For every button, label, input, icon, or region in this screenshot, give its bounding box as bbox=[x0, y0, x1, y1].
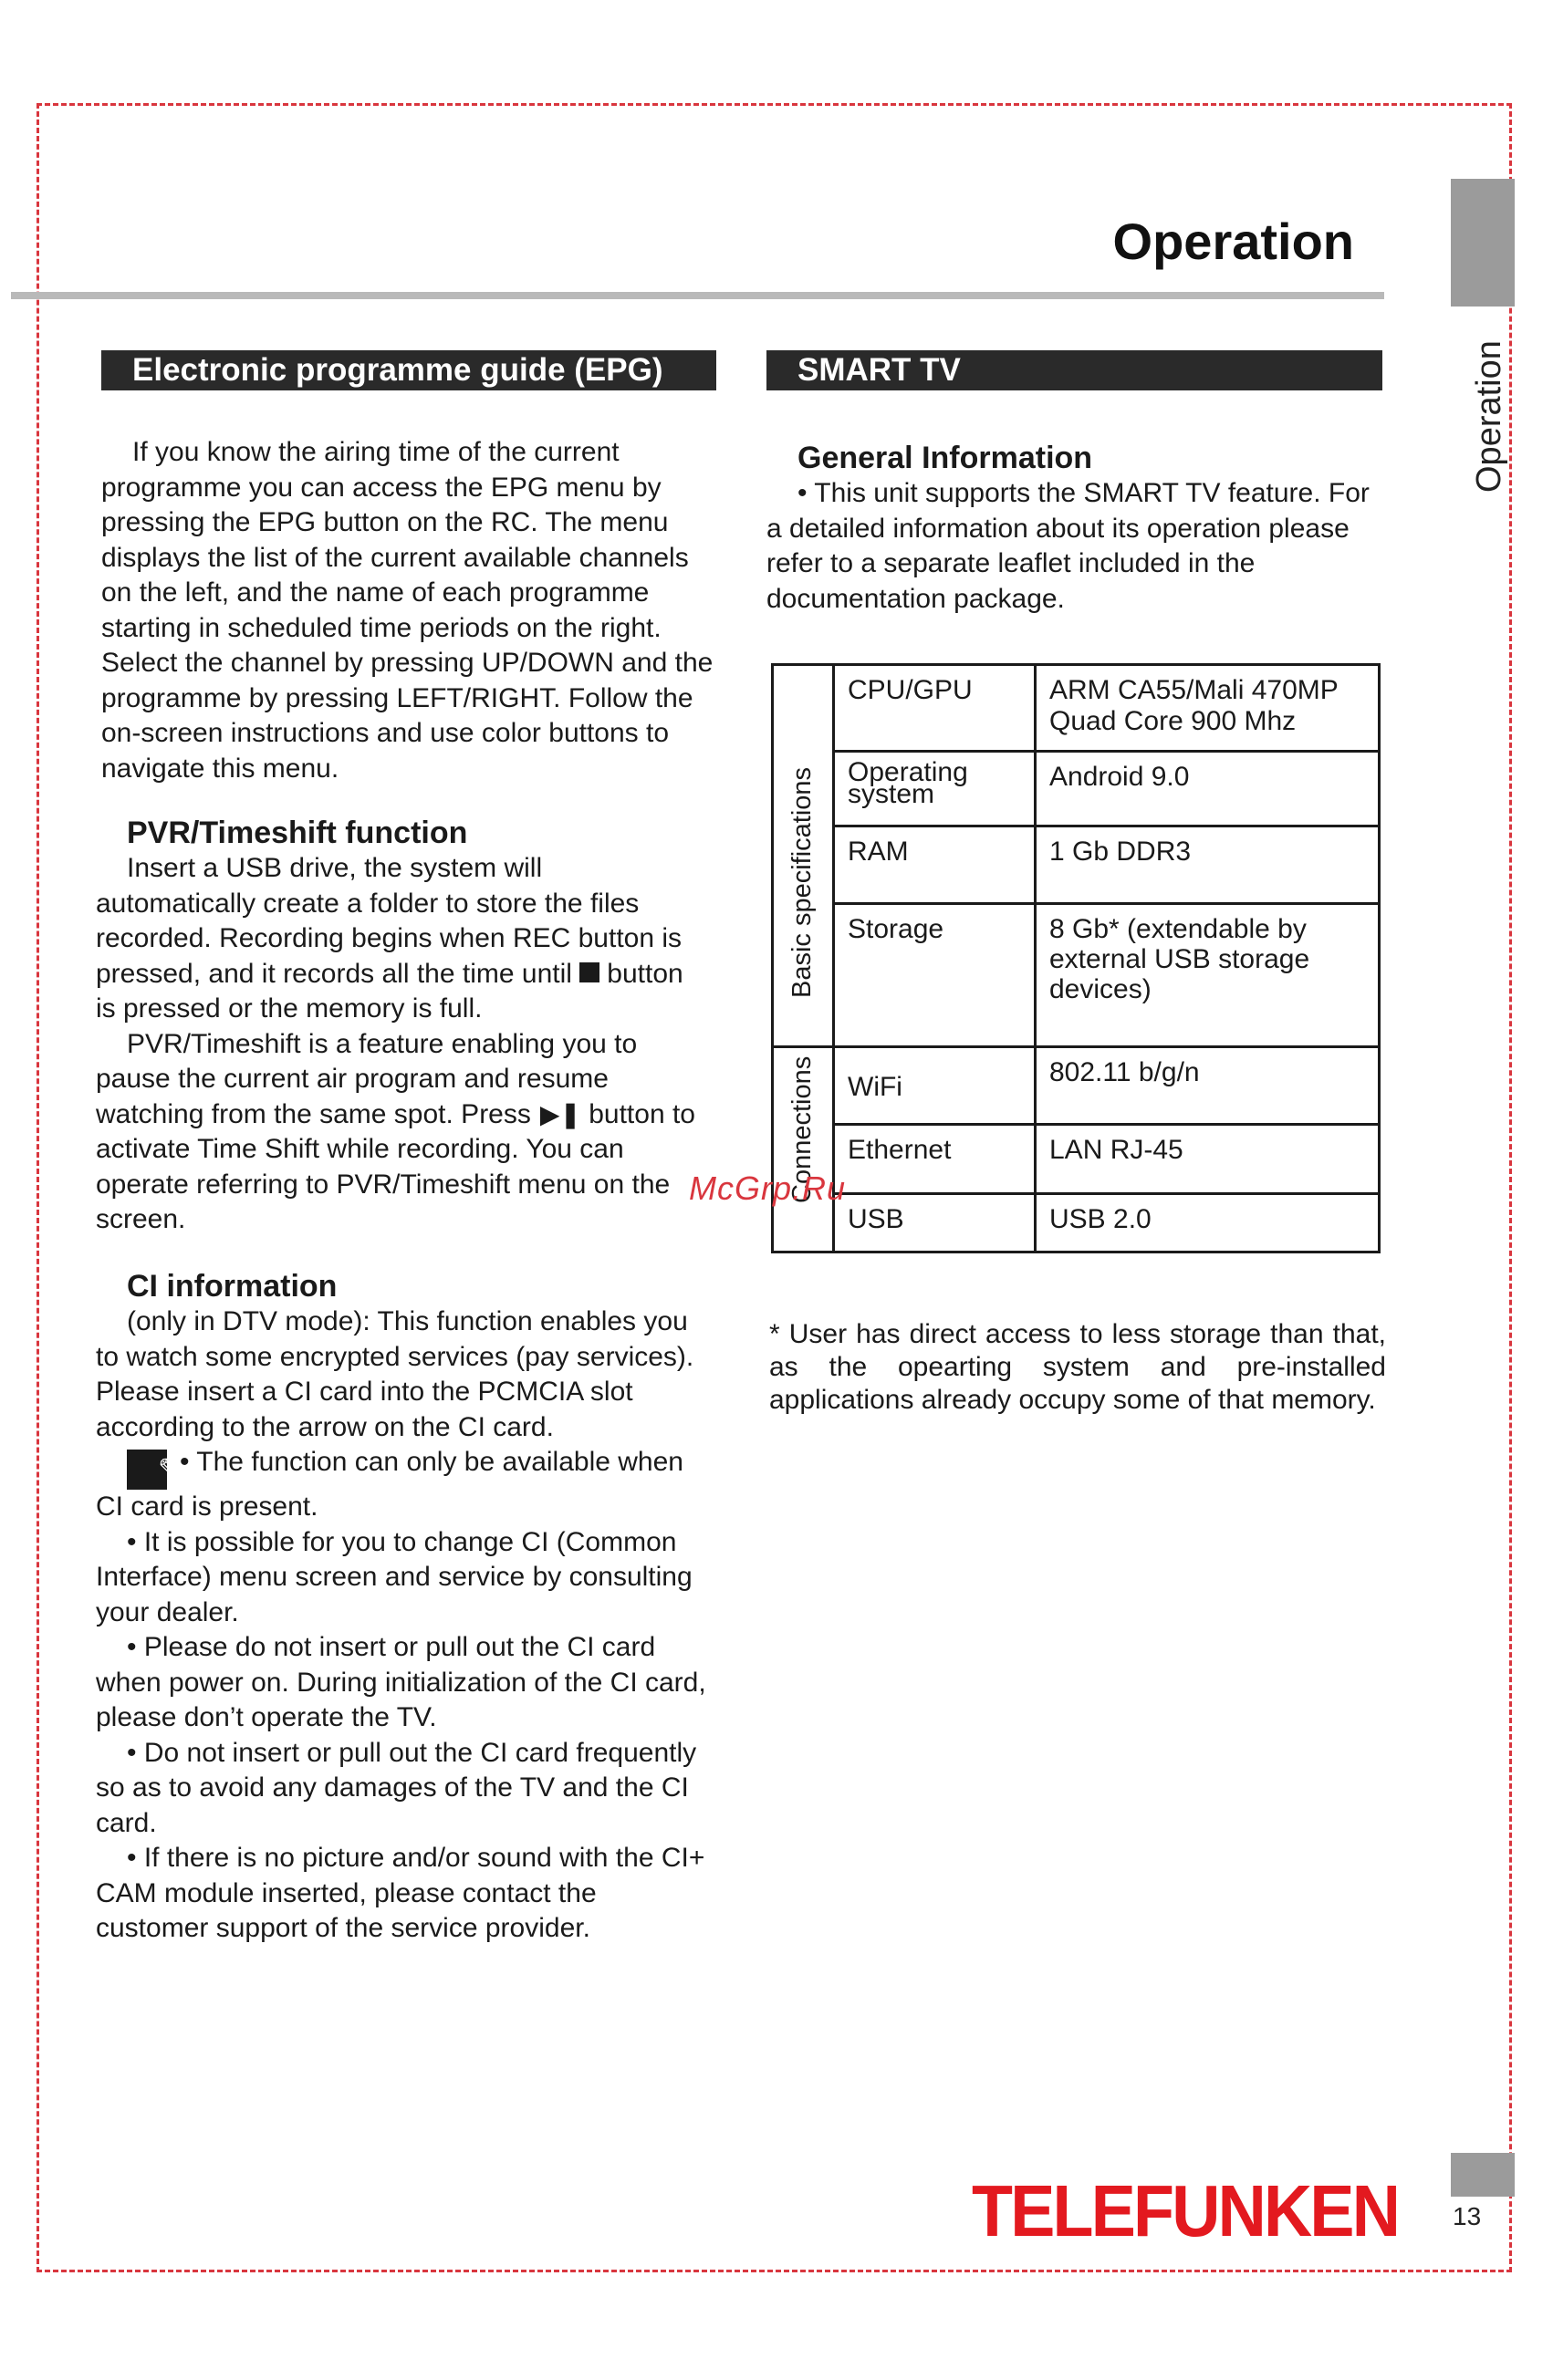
spec-table bbox=[771, 663, 1381, 1253]
page-title: Operation bbox=[1112, 213, 1354, 270]
pvr-p2-text: PVR/Timeshift is a feature enabling you to pause the current air program and resume watching from the same spot. Press bbox=[96, 1028, 638, 1129]
spec-value: 802.11 b/g/n bbox=[1036, 1047, 1380, 1125]
header-divider bbox=[11, 292, 1384, 299]
spec-value: LAN RJ-45 bbox=[1036, 1125, 1380, 1194]
pvr-heading: PVR/Timeshift function bbox=[127, 816, 468, 850]
table-row bbox=[773, 1125, 1380, 1194]
page-number-tab bbox=[1451, 2153, 1515, 2197]
spec-value: 8 Gb* (extendable by external USB storage devices) bbox=[1036, 904, 1380, 1047]
basic-spec-group-label: Basic specifications bbox=[787, 766, 817, 998]
basic-spec-group-cell bbox=[773, 665, 834, 1047]
page-number: 13 bbox=[1453, 2202, 1482, 2230]
ci-bullet-1-text: • The function can only be available when CI card is present. bbox=[96, 1447, 683, 1522]
ci-bullet-5: • If there is no picture and/or sound with the CI+ CAM module inserted, please contact the customer support of the service provider. bbox=[96, 1843, 705, 1943]
epg-heading: Electronic programme guide (EPG) bbox=[101, 350, 716, 390]
ci-bullet-1 bbox=[96, 1445, 707, 1525]
smart-tv-section bbox=[766, 440, 1387, 617]
epg-body: If you know the airing time of the current programme you can access the EPG menu by pressing the EPG button on the RC. The menu displays the list of the current available channels on the left, and the name of each programme starting in scheduled time periods on the right. Select the channel by pressing UP/DOWN and the programme by pressing LEFT/RIGHT. Follow the on-screen instructions and use color buttons to navigate this menu. bbox=[101, 437, 714, 784]
watermark-text: McGrp.Ru bbox=[689, 1169, 847, 1207]
spec-value: 1 Gb DDR3 bbox=[1036, 826, 1380, 904]
spec-value: Android 9.0 bbox=[1036, 752, 1380, 826]
spec-value: USB 2.0 bbox=[1036, 1194, 1380, 1252]
ci-bullet-2: • It is possible for you to change CI (Common Interface) menu screen and service by consulting your dealer. bbox=[96, 1526, 693, 1627]
pvr-p1-text: Insert a USB drive, the system will automatically create a folder to store the files recorded. Recording begins when REC button is pressed, and it records all the time until bbox=[96, 853, 683, 989]
spec-key: CPU/GPU bbox=[834, 665, 1036, 752]
connections-group-label: Connections bbox=[787, 1055, 817, 1203]
smart-tv-heading: SMART TV bbox=[766, 350, 1382, 390]
spec-key: WiFi bbox=[834, 1047, 1036, 1125]
epg-section bbox=[101, 435, 722, 786]
table-row bbox=[773, 826, 1380, 904]
pvr-p1-end: button is pressed or the memory is full. bbox=[96, 958, 683, 1024]
spec-key: Storage bbox=[834, 904, 1036, 1047]
side-section-label: Operation bbox=[1470, 340, 1508, 493]
brand-logo: TELEFUNKEN bbox=[972, 2170, 1399, 2251]
connections-group-cell bbox=[773, 1047, 834, 1252]
storage-footnote: * User has direct access to less storage than that, as the opearting system and pre-installed applications already occupy some of that memory. bbox=[769, 1319, 1386, 1415]
table-row bbox=[773, 1047, 1380, 1125]
spec-value: ARM CA55/Mali 470MP Quad Core 900 Mhz bbox=[1036, 665, 1380, 752]
pvr-section bbox=[96, 815, 698, 1238]
ci-intro: (only in DTV mode): This function enables you to watch some encrypted services (pay services). Please insert a CI card into the PCMCIA slot according to the arrow on the CI card. bbox=[96, 1306, 694, 1442]
ci-bullet-3: • Please do not insert or pull out the CI card when power on. During initialization of the CI card, please don’t operate the TV. bbox=[96, 1632, 706, 1732]
ci-heading: CI information bbox=[127, 1269, 338, 1304]
table-row bbox=[773, 1194, 1380, 1252]
spec-key: Operating system bbox=[834, 752, 1036, 826]
spec-key: USB bbox=[834, 1194, 1036, 1252]
ci-section bbox=[96, 1268, 707, 1947]
note-pen-icon: ✎ bbox=[127, 1450, 167, 1490]
play-pause-icon: ▶❚ bbox=[539, 1099, 581, 1128]
pvr-paragraph-1 bbox=[96, 851, 698, 1027]
spec-key: RAM bbox=[834, 826, 1036, 904]
table-row bbox=[773, 904, 1380, 1047]
stop-icon bbox=[579, 962, 599, 982]
table-row bbox=[773, 665, 1380, 752]
pvr-p2-end: button to activate Time Shift while recording. You can operate referring to PVR/Timeshift menu on the screen. bbox=[96, 1098, 695, 1234]
ci-bullet-4: • Do not insert or pull out the CI card frequently so as to avoid any damages of the TV and the CI card. bbox=[96, 1737, 697, 1838]
spec-key: Ethernet bbox=[834, 1125, 1036, 1194]
smart-tv-text: • This unit supports the SMART TV feature. For a detailed information about its operation please refer to a separate leaflet included in the documentation package. bbox=[766, 478, 1370, 614]
side-tab-marker bbox=[1451, 179, 1515, 307]
table-row bbox=[773, 752, 1380, 826]
pvr-paragraph-2 bbox=[96, 1027, 698, 1238]
general-info-heading: General Information bbox=[797, 441, 1093, 475]
